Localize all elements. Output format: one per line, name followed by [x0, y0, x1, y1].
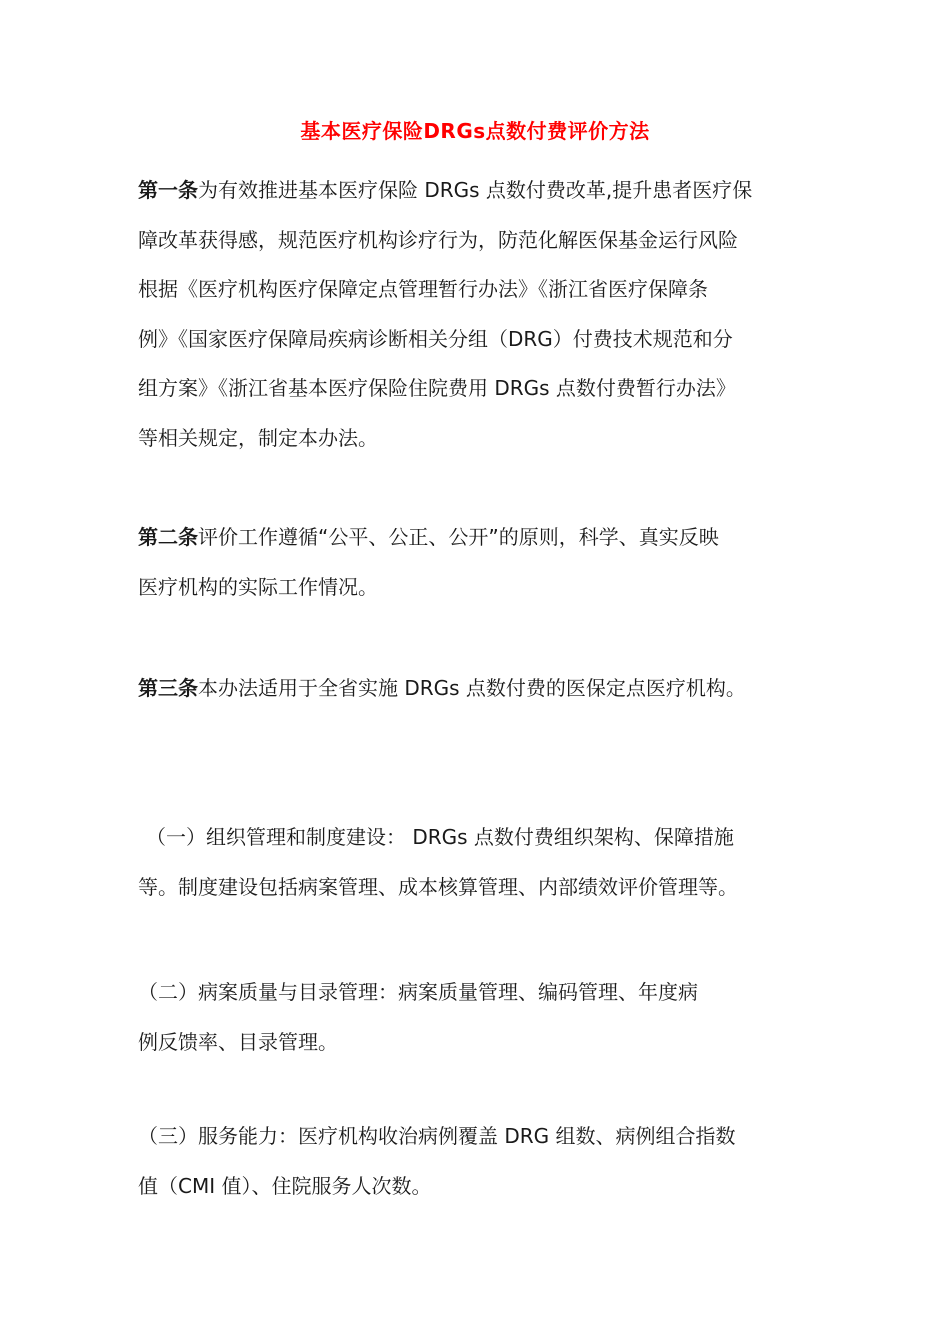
- article-1-line-1: [138, 166, 828, 216]
- article-2-line-1: [138, 513, 828, 563]
- article-2-line-2: 医疗机构的实际工作情况。: [138, 574, 378, 599]
- article-2-lead: 第二条: [138, 525, 198, 549]
- article-2: [138, 513, 828, 612]
- item-3: [138, 1112, 828, 1211]
- article-1-line-6: 等相关规定，制定本办法。: [138, 425, 378, 450]
- article-3-line-1: [138, 664, 828, 714]
- article-1-lead: 第一条: [138, 178, 198, 202]
- article-1-line-5: 组方案》《浙江省基本医疗保险住院费用 DRGs 点数付费暂行办法》: [138, 376, 736, 400]
- article-3: [138, 664, 828, 714]
- article-3-lead: 第三条: [138, 676, 198, 700]
- article-2-text-1: 评价工作遵循“公平、公正、公开”的原则，科学、真实反映: [198, 525, 719, 549]
- document-title: 基本医疗保险DRGs点数付费评价方法: [300, 119, 650, 143]
- article-3-text-1: 本办法适用于全省实施 DRGs 点数付费的医保定点医疗机构。: [198, 676, 746, 700]
- item-1: [138, 813, 828, 912]
- article-1: [138, 166, 828, 463]
- item-2-line-2: 例反馈率、目录管理。: [138, 1029, 338, 1054]
- article-1-line-3: 根据《医疗机构医疗保障定点管理暂行办法》《浙江省医疗保障条: [138, 277, 708, 301]
- article-1-line-2: 障改革获得感，规范医疗机构诊疗行为，防范化解医保基金运行风险: [138, 227, 738, 252]
- item-2: [138, 968, 828, 1067]
- article-1-text-1: 为有效推进基本医疗保险 DRGs 点数付费改革,提升患者医疗保: [198, 178, 753, 202]
- article-1-line-4: 例》《国家医疗保障局疾病诊断相关分组（DRG）付费技术规范和分: [138, 326, 733, 351]
- item-1-line-2: 等。制度建设包括病案管理、成本核算管理、内部绩效评价管理等。: [138, 874, 738, 899]
- item-2-line-1: （二）病案质量与目录管理：病案质量管理、编码管理、年度病: [138, 980, 698, 1004]
- item-1-line-1: （一）组织管理和制度建设： DRGs 点数付费组织架构、保障措施: [146, 825, 734, 849]
- item-3-line-2: 值（CMI 值）、住院服务人次数。: [138, 1173, 432, 1198]
- item-3-line-1: （三）服务能力：医疗机构收治病例覆盖 DRG 组数、病例组合指数: [138, 1124, 736, 1148]
